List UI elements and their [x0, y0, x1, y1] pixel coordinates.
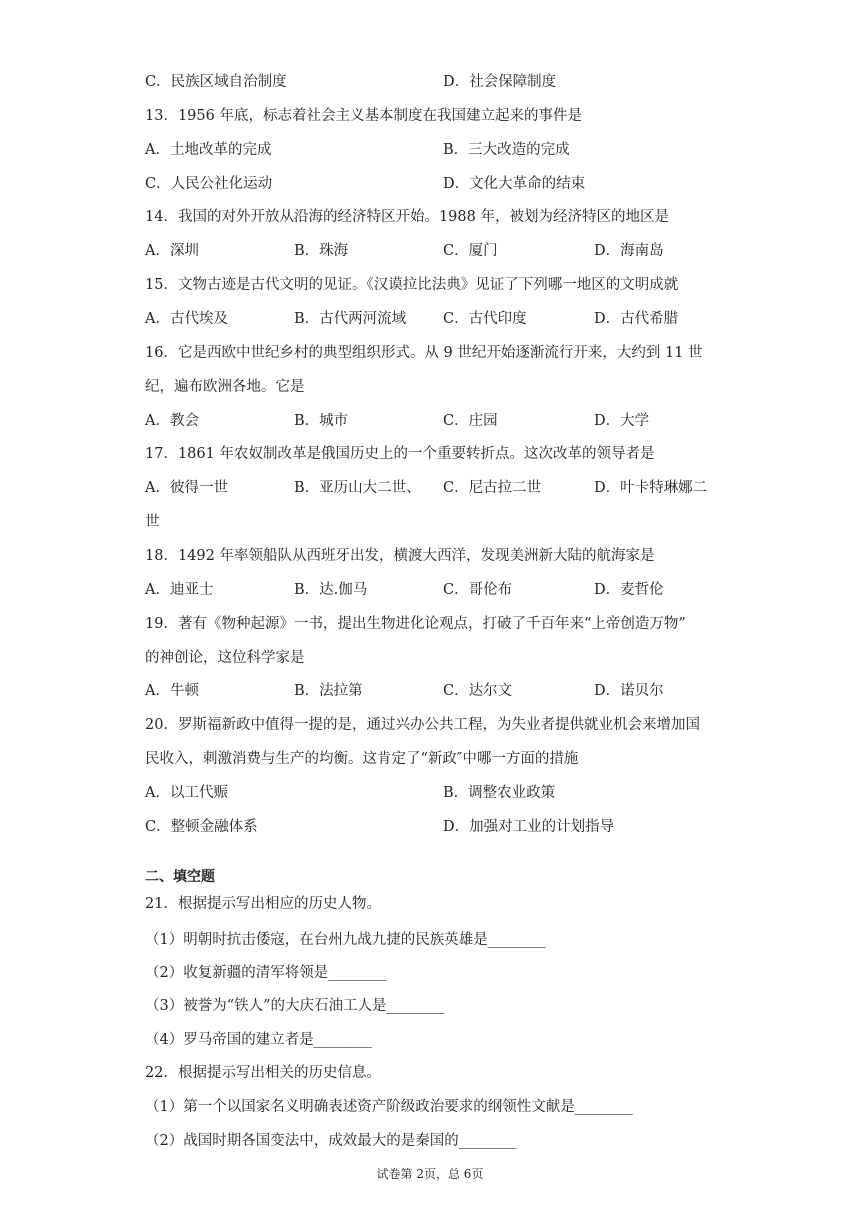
q16-option-c: C．庄园: [443, 413, 498, 429]
q13-option-d: D．文化大革命的结束: [443, 176, 586, 192]
q18-option-b: B．达.伽马: [294, 582, 368, 598]
q19-stem-line2: 的神创论，这位科学家是: [145, 650, 305, 666]
q20-option-d: D．加强对工业的计划指导: [443, 819, 615, 835]
q17-option-c: C．尼古拉二世: [443, 480, 542, 496]
q19-stem-line1: 19．著有《物种起源》一书，提出生物进化论观点，打破了千百年来“上帝创造万物”: [145, 616, 686, 632]
q18-stem: 18．1492 年率领船队从西班牙出发，横渡大西洋，发现美洲新大陆的航海家是: [145, 548, 655, 564]
q15-option-d: D．古代希腊: [594, 311, 679, 327]
q16-stem-line1: 16．它是西欧中世纪乡村的典型组织形式。从 9 世纪开始逐渐流行开来，大约到 11 世: [145, 345, 703, 361]
q14-option-d: D．海南岛: [594, 243, 664, 259]
q13-stem: 13．1956 年底，标志着社会主义基本制度在我国建立起来的事件是: [145, 108, 582, 124]
q12-option-d: D．社会保障制度: [443, 74, 557, 90]
q16-option-b: B．城市: [294, 413, 349, 429]
q22-stem: 22．根据提示写出相关的历史信息。: [145, 1065, 381, 1081]
q14-option-c: C．厦门: [443, 243, 498, 259]
q14-option-a: A．深圳: [145, 243, 199, 259]
q21-item-4: （4）罗马帝国的建立者是________: [145, 1032, 372, 1048]
q15-option-c: C．古代印度: [443, 311, 527, 327]
q16-option-d: D．大学: [594, 413, 650, 429]
q13-option-c: C．人民公社化运动: [145, 176, 273, 192]
q20-option-c: C．整顿金融体系: [145, 819, 258, 835]
q21-item-3: （3）被誉为“铁人”的大庆石油工人是________: [145, 998, 445, 1014]
q21-item-1: （1）明朝时抗击倭寇，在台州九战九捷的民族英雄是________: [145, 932, 546, 948]
q22-item-2: （2）战国时期各国变法中，成效最大的是秦国的________: [145, 1133, 517, 1149]
section-title-fill-in: 二、填空题: [145, 869, 215, 885]
q18-option-d: D．麦哲伦: [594, 582, 664, 598]
q17-option-d: D．叶卡特琳娜二: [594, 480, 708, 496]
q20-stem-line2: 民收入，刺激消费与生产的均衡。这肯定了“新政″中哪一方面的措施: [145, 751, 579, 767]
q21-stem: 21．根据提示写出相应的历史人物。: [145, 896, 381, 912]
q19-option-c: C．达尔文: [443, 683, 513, 699]
q22-item-1: （1）第一个以国家名义明确表述资产阶级政治要求的纲领性文献是________: [145, 1099, 633, 1115]
q16-stem-line2: 纪，遍布欧洲各地。它是: [145, 379, 305, 395]
q20-option-b: B．调整农业政策: [443, 785, 556, 801]
q15-option-a: A．古代埃及: [145, 311, 228, 327]
q16-option-a: A．教会: [145, 413, 199, 429]
q13-option-b: B．三大改造的完成: [443, 142, 570, 158]
q12-option-c: C．民族区域自治制度: [145, 74, 287, 90]
q15-stem: 15．文物古迹是古代文明的见证。《汉谟拉比法典》见证了下列哪一地区的文明成就: [145, 277, 679, 293]
q17-stem: 17．1861 年农奴制改革是俄国历史上的一个重要转折点。这次改革的领导者是: [145, 446, 655, 462]
q19-option-a: A．牛顿: [145, 683, 199, 699]
q17-option-b: B．亚历山大二世、: [294, 480, 421, 496]
q18-option-a: A．迪亚士: [145, 582, 214, 598]
q19-option-b: B．法拉第: [294, 683, 363, 699]
q14-stem: 14．我国的对外开放从沿海的经济特区开始。1988 年，被划为经济特区的地区是: [145, 209, 669, 225]
q20-option-a: A．以工代赈: [145, 785, 228, 801]
q15-option-b: B．古代两河流域: [294, 311, 407, 327]
page-footer: 试卷第 2页，总 6页: [376, 1167, 484, 1181]
q21-item-2: （2）收复新疆的清军将领是________: [145, 965, 387, 981]
q20-stem-line1: 20．罗斯福新政中值得一提的是，通过兴办公共工程，为失业者提供就业机会来增加国: [145, 717, 700, 733]
q14-option-b: B．珠海: [294, 243, 349, 259]
q18-option-c: C．哥伦布: [443, 582, 513, 598]
q17-option-a: A．彼得一世: [145, 480, 228, 496]
q19-option-d: D．诺贝尔: [594, 683, 664, 699]
q17-option-d-wrap: 世: [145, 514, 160, 530]
q13-option-a: A．土地改革的完成: [145, 142, 272, 158]
